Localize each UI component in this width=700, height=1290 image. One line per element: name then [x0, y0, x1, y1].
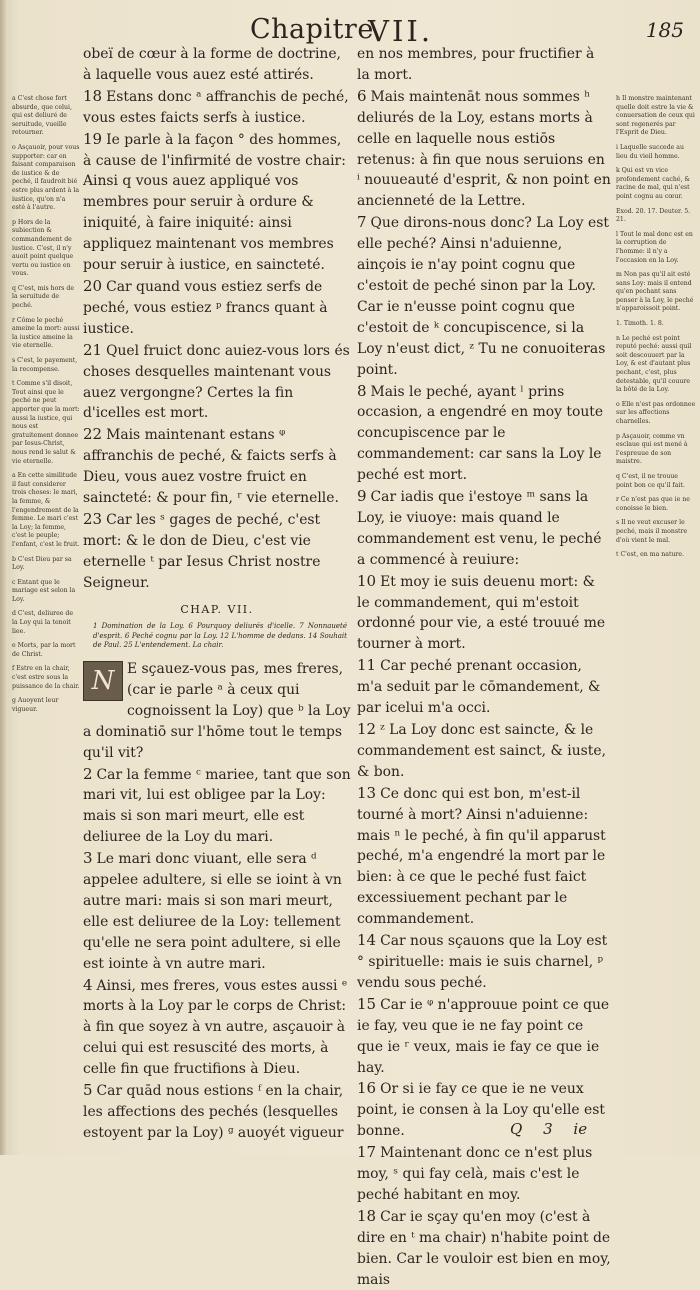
margin-note: r Ce n'est pas que ie ne conoisse le bien. — [616, 496, 690, 512]
margin-note: Exod. 20. 17. Deuter. 5. 21. — [616, 207, 691, 224]
verse-number: 16 — [357, 1079, 377, 1098]
margin-note: p Asçauoir, comme vn esclaue qui est mené à l'espreuue de son maistre. — [616, 432, 688, 466]
verse — [357, 994, 611, 1079]
verse-text: Car iadis que i'estoye ᵐ sans la Loy, ie viuoye: mais quand le commandement est venu, le peché a commencé à reuiure: — [357, 489, 602, 568]
verse-text: Car les ˢ gages de peché, c'est mort: & le don de Dieu, c'est vie eternelle ᵗ par Iesus Christ nostre Seigneur. — [83, 511, 321, 591]
running-head-number: VII. — [368, 14, 434, 48]
verse — [357, 930, 611, 994]
margin-note: d C'est, deliuree de la Loy qui la tenoit liee. — [12, 610, 74, 635]
margin-note: h Il monstre maintenant quelle doit estre la vie & conuersation de ceux qui sont regenerés par l'Esprit de Dieu. — [616, 95, 695, 137]
verse-text: Estans donc ᵃ affranchis de peché, vous estes faicts serfs à iustice. — [83, 88, 349, 126]
verse-text: obeï de cœur à la forme de doctrine, à laquelle vous auez esté attirés. — [83, 46, 341, 83]
margin-note: q C'est, il ne trouue point bon ce qu'il fait. — [616, 472, 685, 489]
margin-note: s Il ne veut excuser le peché, mais il monstre d'où vient le mal. — [616, 519, 688, 544]
verse-number: 10 — [357, 571, 377, 590]
catchword: ie — [573, 1120, 588, 1138]
verse-text: Car ie sçay qu'en moy (c'est à dire en ᵗ ma chair) n'habite point de bien. Car le vouloir est bien en moy, mais — [357, 1208, 611, 1288]
verse — [357, 655, 611, 719]
margin-note: l Tout le mal donc est en la corruption de l'homme: il n'y a l'occasion en la Loy. — [616, 230, 693, 264]
verse-number: 3 — [83, 849, 93, 868]
verse-number: 8 — [357, 381, 367, 400]
right-text-column — [357, 44, 611, 1290]
margin-note: t Comme s'il disoit, Tout ainsi que le peché ne peut apporter que la mort: aussi la iustice, qui nous est gratuitement donnee par Iesus-Christ, nous rend le salut & vie eternelle. — [12, 380, 80, 465]
verse — [357, 719, 611, 783]
chapter-title: CHAP. VII. — [180, 602, 254, 616]
verse-text: Et moy ie suis deuenu mort: & le commandement, qui m'estoit ordonné pour vie, a esté trouué me tourner à mort. — [357, 573, 606, 653]
verse-number: 17 — [357, 1143, 377, 1162]
verse — [357, 212, 611, 380]
gutter-shadow — [0, 0, 8, 1155]
verse — [83, 509, 351, 594]
verse-text: E sçauez-vous pas, mes freres, (car ie parle ᵃ à ceux qui cognoissent la Loy) que ᵇ la Loy a dominatiō sur l'hōme tout le temps qu'il vit? — [83, 660, 351, 761]
verse-number: 20 — [83, 276, 103, 295]
margin-note: b C'est Dieu par sa Loy. — [12, 555, 72, 572]
verse-text: Car peché prenant occasion, m'a seduit par le cōmandement, & par icelui m'a occi. — [357, 658, 601, 717]
verse-text: ᶻ La Loy donc est saincte, & le commandement est sainct, & iuste, & bon. — [357, 722, 607, 780]
verse-text: Or si ie fay ce que ie ne veux point, ie consen à la Loy qu'elle est bonne. — [357, 1081, 605, 1140]
verse — [357, 571, 611, 656]
margin-note: 1. Timoth. 1. 8. — [616, 320, 664, 328]
margin-note: q C'est, mis hors de la seruitude de peché. — [12, 284, 75, 310]
verse — [83, 424, 351, 509]
verse-number: 13 — [357, 783, 377, 802]
verse — [83, 44, 351, 86]
margin-note: a En cette similitude il faut considerer trois choses: le mari, la femme, & l'engendrement de la femme. Le mari c'est la Loy; la femme, c'est le peuple; l'enfant, c'est le fruit. — [12, 472, 80, 548]
page-number: 185 — [645, 18, 684, 42]
verse-text: Le mari donc viuant, elle sera ᵈ appelee adultere, si elle se ioint à vn autre mari: mais si son mari meurt, elle est deliuree de la Loy: tellement qu'elle ne sera point adultere, si elle est iointe à vn autre mari. — [83, 851, 342, 972]
verse-number: 9 — [357, 487, 367, 506]
margin-note: o Asçauoir, pour vous supporter: car en faisant comparaison de iustice & de peché, il faudroit bié estre plus ardent à la iustice, qu'on n'a esté à l'autre. — [12, 143, 80, 212]
verse-number: 14 — [357, 931, 377, 950]
verse — [357, 783, 611, 930]
verse-number: 23 — [83, 509, 103, 528]
margin-note: c Entant que le mariage est selon la Loy. — [12, 578, 76, 603]
verse-number: 5 — [83, 1081, 93, 1100]
left-text-column — [83, 44, 351, 1144]
verse-number: 6 — [357, 86, 367, 105]
verse-number: 4 — [83, 975, 93, 994]
margin-note: s C'est, le payement, la recompense. — [12, 357, 78, 373]
verse-number: 22 — [83, 425, 103, 444]
verse — [83, 1080, 351, 1144]
verse — [357, 381, 611, 487]
verse — [357, 44, 611, 86]
drop-cap: N — [83, 661, 123, 701]
signature-number: 3 — [543, 1120, 553, 1138]
verse — [83, 340, 351, 425]
margin-note: e Morts, par la mort de Christ. — [12, 642, 76, 658]
margin-note: g Auoyent leur vigueur. — [12, 697, 59, 713]
margin-note: k Qui est vn vice profondement caché, & racine de mal, qui n'est point cognu au cœur. — [616, 167, 690, 200]
margin-note: t C'est, en ma nature. — [616, 551, 685, 559]
verse-text: Ainsi, mes freres, vous estes aussi ᵉ morts à la Loy par le corps de Christ: à fin que soyez à vn autre, asçauoir à celui qui est resuscité des morts, à celle fin que fructifions à Dieu. — [83, 977, 348, 1078]
verse — [83, 975, 351, 1081]
verse-text: Mais maintenant estans ᵠ affranchis de peché, & faicts serfs à Dieu, vous auez vostre fruict en saincteté: & pour fin, ʳ vie eternelle. — [83, 427, 339, 507]
verse-number: 18 — [83, 86, 103, 105]
verse — [83, 276, 351, 340]
verse — [83, 848, 351, 974]
margin-note: r Côme le peché ameine la mort: aussi la iustice ameine la vie eternelle. — [12, 316, 80, 350]
verse-number: 2 — [83, 764, 93, 783]
verse-text: en nos membres, pour fructifier à la mort. — [357, 46, 595, 83]
margin-note: i Laquelle succede au lieu du vieil homme. — [616, 143, 684, 160]
verse — [357, 1206, 611, 1290]
verse — [83, 659, 351, 764]
verse-text: Mais maintenāt nous sommes ʰ deliurés de la Loy, estans morts à celle en laquelle nous estiōs retenus: à fin que nous seruions en ⁱ nouueauté d'esprit, & non point en ancienneté de la Lettre. — [357, 88, 611, 210]
verse-number: 12 — [357, 720, 377, 738]
verse-number: 7 — [357, 213, 367, 232]
verse-number: 19 — [83, 129, 103, 148]
verse-text: Que dirons-nous donc? La Loy est elle peché? Ainsi n'aduienne, ainçois ie n'ay point cognu que c'estoit de peché sinon par la Loy. Car ie n'eusse point cognu que c'estoit de ᵏ concupiscence, si la Loy n'eust dict, ᶻ Tu ne conuoiteras point. — [357, 215, 609, 378]
margin-note: o Elle n'est pas ordonnee sur les affections charnelles. — [616, 400, 696, 425]
verse — [83, 129, 351, 276]
signature-mark: Q — [510, 1120, 523, 1138]
left-margin-notes — [12, 95, 80, 720]
verse-text: Maintenant donc ce n'est plus moy, ˢ qui fay celà, mais c'est le peché habitant en moy. — [357, 1145, 593, 1203]
margin-note: f Estre en la chair, c'est estre sous la puissance de la chair. — [12, 665, 80, 690]
verse-text: Quel fruict donc auiez-vous lors és choses desquelles maintenant vous auez vergongne? Certes la fin d'icelles est mort. — [83, 342, 350, 422]
margin-note: p Hors de la subiection & commandement de iustice. C'est, il n'y auoit point quelque vertu ou iustice en vous. — [12, 218, 74, 278]
chapter-summary: 1 Domination de la Loy. 6 Pourquoy deliurés d'icelle. 7 Nonnaueté d'esprit. 6 Peché cognu par la Loy. 12 L'homme de dedans. 14 Souhait de Paul. 25 L'entendement. La chair. — [93, 622, 347, 650]
verse-text: Ce donc qui est bon, m'est-il tourné à mort? Ainsi n'aduienne: mais ⁿ le peché, à fin qu'il apparust peché, m'a engendré la mort par le bien: à ce que le peché fust faict excessiuement pechant par le commandement. — [357, 785, 606, 928]
margin-note: a C'est chose fort absurde, que celui, qui est deliuré de seruitude, vueille retourner. — [12, 95, 72, 137]
verse-text: Car ie ᵠ n'approuue point ce que ie fay, veu que ie ne fay point ce que ie ʳ veux, mais ie fay ce que ie hay. — [357, 996, 610, 1076]
verse — [357, 1142, 611, 1206]
margin-note: n Le peché est point reputé peché: aussi quil soit descouuert par la Loy, & est d'autant plus pechant, c'est, plus detestable, qu'il couure la bôté de la Loy. — [616, 334, 692, 394]
verse-text: Car nous sçauons que la Loy est ° spirituelle: mais ie suis charnel, ᵖ vendu sous peché. — [357, 933, 608, 991]
verse-text: Mais le peché, ayant ˡ prins occasion, a engendré en moy toute concupiscence par le commandement: car sans la Loy le peché est mort. — [357, 383, 604, 484]
running-head-chapter: Chapitre — [250, 14, 374, 45]
verse-number: 15 — [357, 994, 377, 1013]
verse-number: 21 — [83, 340, 103, 359]
verse — [83, 764, 351, 849]
verse-number: 18 — [357, 1206, 377, 1225]
verse-text: Ie parle à la façon ° des hommes, à cause de l'infirmité de vostre chair: Ainsi q vous auez appliqué vos membres pour seruir à ordure & iniquité, à faire iniquité: ainsi appliquez maintenant vos membres pour seruir à iustice, en saincteté. — [83, 131, 346, 274]
verse-text: Car la femme ᶜ mariee, tant que son mari vit, lui est obligee par la Loy: mais si son mari meurt, elle est deliuree de la Loy du mari. — [83, 766, 351, 846]
page-footer — [510, 1120, 690, 1138]
verse — [83, 86, 351, 129]
verse-text: Car quād nous estions ᶠ en la chair, les affections des pechés (lesquelles estoyent par la Loy) ᵍ auoyét vigueur — [83, 1083, 344, 1141]
verse-number: 11 — [357, 656, 377, 675]
right-margin-notes — [616, 95, 696, 566]
verse-text: Car quand vous estiez serfs de peché, vous estiez ᵖ francs quant à iustice. — [83, 278, 328, 337]
margin-note: m Non pas qu'il ait esté sans Loy: mais il entend qu'en pechant sans penser à la Loy, le peché n'apparoissoit point. — [616, 271, 694, 313]
verse — [357, 86, 611, 212]
verse — [357, 486, 611, 571]
